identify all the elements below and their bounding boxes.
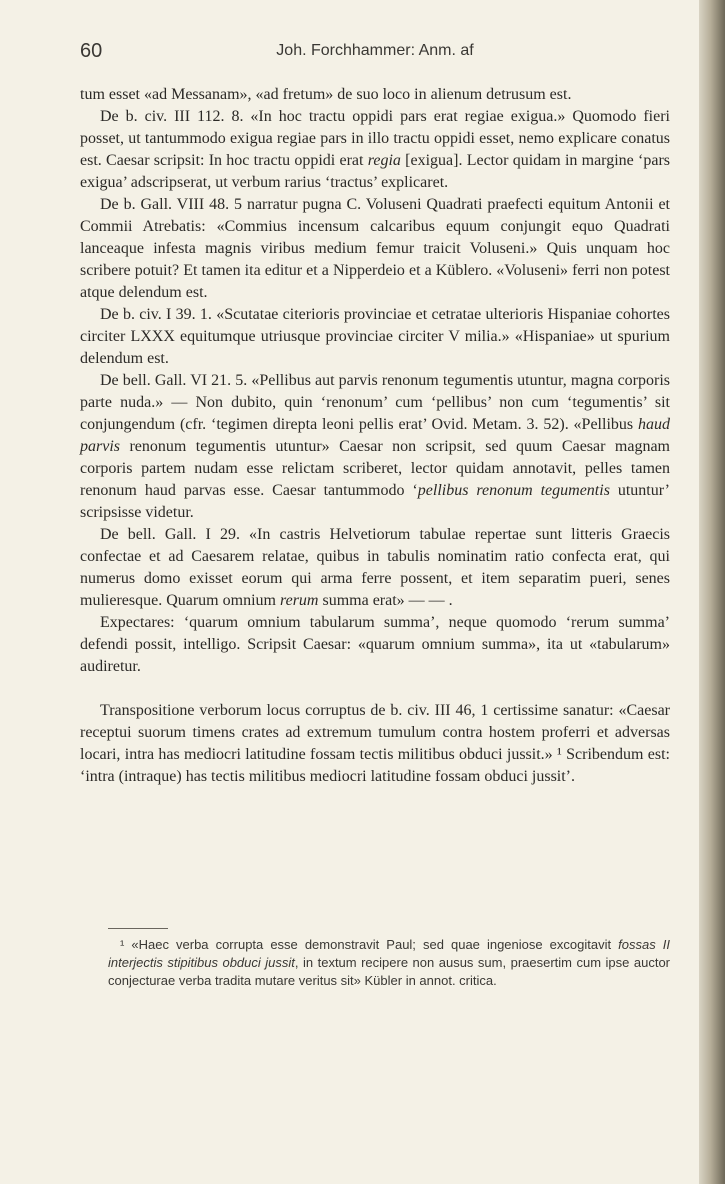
paragraph: Transpositione verborum locus corruptus de b. civ. III 46, 1 certissime sanatur: «Caesar receptui suorum timens crates ad extremum tumulum contra hostem proferri et adversas locari, intra has mediocri latitudine fossam tectis militibus obduci jussit.» ¹ Scribendum est: ‘intra (intraque) has tectis militibus mediocri latitudine fossam obduci jussit’. bbox=[80, 702, 670, 785]
italic-text: regia bbox=[367, 152, 401, 169]
page-edge-shadow bbox=[699, 0, 725, 1184]
footnote-rule bbox=[108, 928, 168, 929]
italic-text: haud parvis bbox=[80, 416, 670, 455]
main-text bbox=[80, 84, 670, 788]
italic-text: pellibus renonum tegumentis bbox=[417, 482, 610, 499]
italic-text: fossas II interjectis stipitibus obduci jussit bbox=[108, 937, 670, 970]
footnote-text: ¹ «Haec verba corrupta esse demonstravit Paul; sed quae ingeniose excogitavit fossas II interjectis stipitibus obduci jussit, in textum recipere non ausus sum, praesertim cum ipse auctor conjecturae verba tradita mutare veritus sit» Kübler in annot. critica. bbox=[108, 937, 670, 988]
paragraph: tum esset «ad Messanam», «ad fretum» de suo loco in alienum detrusum est. bbox=[80, 86, 572, 103]
page-header bbox=[80, 40, 670, 64]
italic-text: rerum bbox=[279, 592, 319, 609]
paragraph: De b. Gall. VIII 48. 5 narratur pugna C. Voluseni Quadrati praefecti equitum Antonii et Commii Atrebatis: «Commius incensum calcaribus equum conjungit equo Quadrati lanceaque infesta magnis viribus medium femur traicit Voluseni.» Quis unquam hoc scribere potuit? Et tamen ita editur et a Nipperdeio et a Küblero. «Voluseni» ferri non potest atque delendum est. bbox=[80, 196, 670, 301]
paragraph: De b. civ. III 112. 8. «In hoc tractu oppidi pars erat regiae exigua.» Quomodo fieri posset, ut tantummodo exigua regiae pars in illo tractu oppidi esset, nemo explicare conatus est. Caesar scripsit: In hoc tractu oppidi erat regia [exigua]. Lector quidam in margine ‘pars exigua’ adscripserat, ut verbum rarius ‘tractus’ explicaret. bbox=[80, 108, 671, 191]
footnote bbox=[108, 936, 670, 990]
running-head: Joh. Forchhammer: Anm. af bbox=[276, 42, 474, 59]
paragraph: De bell. Gall. VI 21. 5. «Pellibus aut parvis renonum tegumentis utuntur, magna corporis parte nuda.» — Non dubito, quin ‘renonum’ cum ‘pellibus’ non cum ‘tegumentis’ sit conjungendum (cfr. ‘tegimen direpta leoni pellis erat’ Ovid. Metam. 3. 52). «Pellibus haud parvis renonum tegumentis utuntur» Caesar non scripsit, sed quum Caesar magnam corporis partem nudam esse relictam scriberet, lector quidam annotavit, pelles tamen renonum haud parvas esse. Caesar tantummodo ‘pellibus renonum tegumentis utuntur’ scripsisse videtur. bbox=[80, 372, 670, 521]
paragraph: De bell. Gall. I 29. «In castris Helvetiorum tabulae repertae sunt litteris Graecis confectae et ad Caesarem relatae, quibus in tabulis nominatim ratio confecta erat, qui numerus domo exisset eorum qui arma ferre possent, et item separatim pueri, senes mulieresque. Quarum omnium rerum summa erat» — — . bbox=[80, 526, 670, 609]
page-number: 60 bbox=[80, 40, 103, 62]
paragraph: Expectares: ‘quarum omnium tabularum summa’, neque quomodo ‘rerum summa’ defendi possit, intelligo. Scripsit Caesar: «quarum omnium summa», ita ut «tabularum» audiretur. bbox=[80, 614, 670, 675]
paragraph: De b. civ. I 39. 1. «Scutatae citerioris provinciae et cetratae ulterioris Hispaniae cohortes circiter LXXX equitumque utriusque provinciae circiter V milia.» «Hispaniae» ut spurium delendum est. bbox=[80, 306, 670, 367]
